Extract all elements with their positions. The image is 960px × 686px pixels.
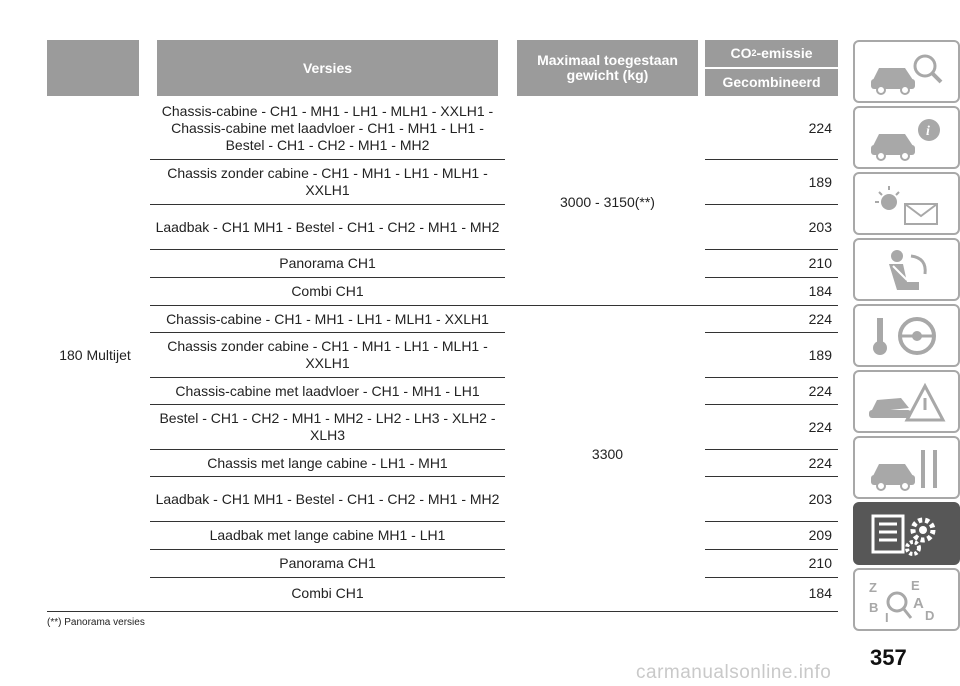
version-cell: Panorama CH1: [279, 255, 376, 271]
co2-cell: 184: [808, 283, 832, 299]
co2-cell: 224: [808, 454, 832, 471]
car-search-icon: [867, 50, 947, 96]
co2-cell: 224: [808, 119, 832, 136]
row-divider: [705, 159, 838, 160]
svg-text:D: D: [925, 608, 935, 623]
co2-cell: 184: [808, 584, 832, 601]
co2-cell: 224: [808, 418, 832, 435]
sidebar-car-search[interactable]: [853, 40, 960, 103]
car-info-icon: [867, 116, 947, 162]
version-cell: Laadbak - CH1 MH1 - Bestel - CH1 - CH2 - MH1 - MH2: [155, 218, 500, 235]
car-crash-warning-icon: [867, 380, 947, 426]
sidebar-starting-driving[interactable]: [853, 304, 960, 367]
version-cell: Laadbak met lange cabine MH1 - LH1: [209, 527, 446, 543]
row-divider: [150, 577, 505, 578]
alphabetical-index-icon: [867, 578, 947, 624]
svg-text:B: B: [869, 600, 879, 615]
co2-cell: 203: [808, 218, 832, 235]
row-divider: [705, 449, 838, 450]
row-divider: [150, 332, 505, 333]
row-divider: [150, 277, 505, 278]
co2-suffix: -emissie: [756, 45, 813, 61]
row-divider: [150, 449, 505, 450]
seat-airbag-icon: [867, 248, 947, 294]
header-versies: Versies: [157, 40, 498, 96]
version-cell: Combi CH1: [291, 283, 364, 299]
version-cell: Panorama CH1: [279, 555, 376, 571]
row-divider: [705, 549, 838, 550]
co2-cell: 224: [808, 310, 832, 327]
watermark: carmanualsonline.info: [636, 662, 832, 683]
version-cell: Chassis-cabine - CH1 - MH1 - LH1 - MLH1 - XXLH1 - Chassis-cabine met laadvloer - CH1 - MH1 - LH1 - Bestel - CH1 - CH2 - MH1 - MH2: [161, 102, 494, 153]
svg-text:i: i: [926, 124, 930, 139]
row-divider: [705, 476, 838, 477]
version-cell: Bestel - CH1 - CH2 - MH1 - MH2 - LH2 - LH3 - XLH2 - XLH3: [159, 410, 496, 443]
row-divider: [705, 377, 838, 378]
svg-text:E: E: [911, 578, 920, 593]
row-divider: [150, 521, 505, 522]
weight-group2: 3300: [591, 445, 624, 462]
co2-prefix: CO: [730, 45, 752, 61]
svg-text:I: I: [885, 610, 889, 624]
co2-cell: 210: [808, 555, 832, 571]
svg-text:A: A: [913, 595, 924, 612]
sidebar-warning-lights[interactable]: [853, 172, 960, 235]
version-cell: Chassis met lange cabine - LH1 - MH1: [207, 454, 448, 471]
key-steering-wheel-icon: [867, 314, 947, 360]
co2-cell: 209: [808, 527, 832, 543]
svg-text:Z: Z: [869, 580, 877, 595]
row-divider: [705, 404, 838, 405]
co2-cell: 189: [808, 346, 832, 363]
row-divider: [150, 204, 505, 205]
header-gewicht: Maximaal toegestaan gewicht (kg): [517, 40, 698, 96]
footnote: (**) Panorama versies: [47, 617, 145, 628]
car-maintenance-tools-icon: [867, 446, 947, 492]
version-cell: Chassis zonder cabine - CH1 - MH1 - LH1 - MLH1 - XXLH1: [167, 338, 488, 371]
row-divider: [150, 404, 505, 405]
version-cell: Combi CH1: [291, 584, 364, 601]
weight-group1: 3000 - 3150(**): [560, 193, 655, 210]
warning-light-message-icon: [867, 182, 947, 228]
row-divider: [150, 159, 505, 160]
co2-cell: 189: [808, 173, 832, 190]
table-bottom-rule: [47, 611, 838, 612]
row-divider: [705, 332, 838, 333]
page-number: 357: [870, 645, 907, 670]
row-divider: [150, 249, 505, 250]
header-co2: [705, 40, 838, 67]
row-divider: [150, 377, 505, 378]
row-divider: [705, 204, 838, 205]
sidebar-car-info[interactable]: [853, 106, 960, 169]
row-divider: [150, 549, 505, 550]
row-divider: [150, 476, 505, 477]
header-blank: [47, 40, 139, 96]
version-cell: Chassis zonder cabine - CH1 - MH1 - LH1 - MLH1 - XXLH1: [167, 165, 488, 198]
sidebar-safety[interactable]: [853, 238, 960, 301]
specifications-gears-icon: [867, 512, 947, 558]
version-cell: Laadbak - CH1 MH1 - Bestel - CH1 - CH2 - MH1 - MH2: [155, 490, 500, 507]
version-cell: Chassis-cabine - CH1 - MH1 - LH1 - MLH1 - XXLH1: [166, 310, 489, 327]
row-divider: [705, 577, 838, 578]
group-divider: [150, 305, 838, 306]
version-cell: Chassis-cabine met laadvloer - CH1 - MH1 - LH1: [175, 382, 480, 399]
row-divider: [705, 277, 838, 278]
row-divider: [705, 521, 838, 522]
header-gecombineerd: Gecombineerd: [705, 69, 838, 96]
sidebar-specifications[interactable]: [853, 502, 960, 565]
co2-cell: 210: [808, 255, 832, 271]
co2-subscript: 2: [751, 48, 757, 58]
co2-cell: 224: [808, 382, 832, 399]
co2-cell: 203: [808, 490, 832, 507]
sidebar-index[interactable]: [853, 568, 960, 631]
sidebar-emergency[interactable]: [853, 370, 960, 433]
model-label: 180 Multijet: [59, 346, 131, 363]
sidebar-maintenance[interactable]: [853, 436, 960, 499]
row-divider: [705, 249, 838, 250]
